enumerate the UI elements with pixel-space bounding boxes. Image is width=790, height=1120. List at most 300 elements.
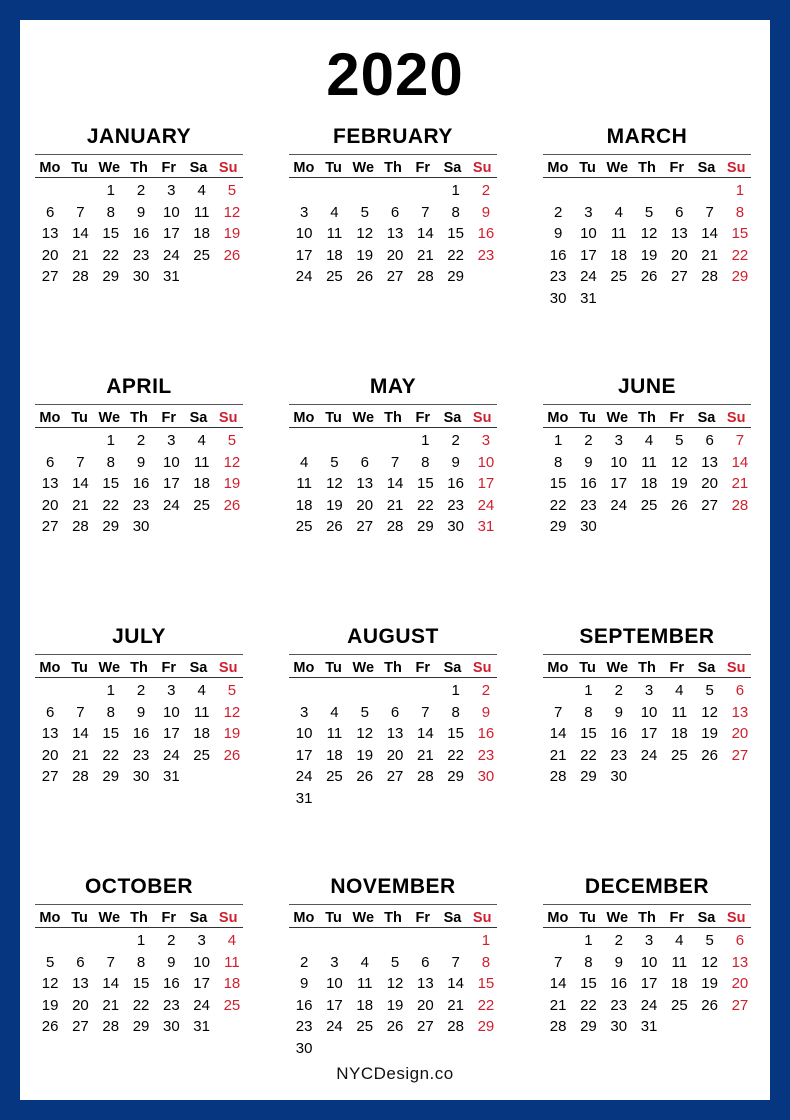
weekday-label: Tu	[325, 660, 342, 676]
day-cell: 28	[701, 268, 718, 286]
day-cell: 20	[731, 975, 749, 993]
day-cell: 11	[671, 953, 688, 971]
day-cell: 27	[41, 268, 59, 286]
day-cell: 12	[640, 225, 658, 243]
weekday-label: Mo	[547, 160, 569, 176]
day-cell: 22	[731, 246, 749, 264]
weekday-label: Su	[218, 660, 238, 676]
day-cell: 8	[451, 703, 460, 721]
day-cell: 16	[132, 725, 150, 743]
day-cell: 4	[227, 932, 237, 949]
day-cell: 7	[553, 703, 563, 721]
month-name: MARCH	[606, 125, 688, 148]
day-cell: 1	[451, 682, 460, 699]
day-cell: 9	[136, 453, 146, 471]
calendar-page	[20, 20, 770, 1100]
day-cell: 17	[477, 475, 495, 493]
day-cell: 11	[610, 225, 627, 243]
day-cell: 21	[447, 996, 464, 1014]
day-cell: 9	[481, 703, 491, 721]
day-cell: 4	[644, 432, 654, 449]
day-cell: 20	[41, 746, 59, 764]
day-cell: 19	[640, 246, 658, 264]
day-cell: 4	[197, 182, 206, 199]
day-cell: 17	[295, 746, 313, 764]
day-cell: 21	[72, 746, 89, 764]
day-cell: 16	[447, 475, 464, 493]
day-cell: 13	[670, 225, 688, 243]
day-cell: 18	[610, 246, 628, 264]
day-cell: 19	[41, 996, 59, 1014]
month-january	[35, 120, 243, 288]
weekday-label: Su	[726, 160, 746, 176]
weekday-label: Mo	[293, 410, 315, 426]
day-cell: 4	[360, 953, 369, 971]
day-cell: 2	[584, 432, 593, 449]
day-cell: 18	[326, 246, 343, 264]
day-cell: 1	[451, 182, 460, 199]
day-cell: 20	[416, 996, 434, 1014]
day-cell: 16	[610, 725, 628, 743]
day-cell: 30	[610, 1018, 628, 1036]
day-cell: 11	[296, 475, 312, 493]
day-cell: 17	[610, 475, 628, 493]
day-cell: 11	[356, 975, 373, 993]
month-name: JULY	[112, 625, 166, 648]
weekday-label: Fr	[415, 660, 430, 676]
weekday-label: Tu	[579, 410, 596, 426]
day-cell: 30	[132, 518, 150, 536]
day-cell: 7	[76, 453, 85, 471]
empty-cell	[440, 930, 470, 952]
weekday-label: We	[606, 160, 629, 176]
day-cell: 10	[162, 453, 180, 471]
days-grid	[289, 178, 497, 288]
weekday-label: Fr	[669, 910, 684, 926]
day-cell: 15	[102, 225, 120, 243]
day-cell: 13	[731, 703, 749, 721]
day-cell: 2	[136, 682, 146, 699]
days-grid	[35, 928, 243, 1038]
day-cell: 22	[102, 746, 120, 764]
day-cell: 17	[162, 725, 180, 743]
month-april	[35, 370, 243, 538]
day-cell: 7	[76, 703, 85, 721]
weekday-label: Su	[726, 910, 746, 926]
weekday-label: Th	[384, 410, 402, 426]
day-cell: 14	[386, 475, 404, 493]
day-cell: 27	[41, 518, 59, 536]
day-cell: 21	[102, 996, 120, 1014]
day-cell: 29	[102, 268, 120, 286]
weekday-label: Su	[726, 410, 746, 426]
day-cell: 6	[360, 453, 369, 471]
day-cell: 20	[41, 246, 59, 264]
day-cell: 15	[477, 975, 495, 993]
empty-cell	[694, 180, 724, 202]
day-cell: 22	[477, 996, 495, 1014]
weekday-label: Sa	[189, 160, 208, 176]
day-cell: 17	[295, 246, 313, 264]
day-cell: 3	[299, 703, 309, 721]
day-cell: 22	[447, 746, 464, 764]
weekday-label: Tu	[579, 160, 596, 176]
weekday-label: Tu	[579, 660, 596, 676]
day-cell: 8	[584, 703, 593, 721]
day-cell: 16	[549, 246, 567, 264]
day-cell: 2	[614, 682, 623, 699]
days-grid	[35, 428, 243, 538]
day-cell: 8	[481, 953, 491, 971]
day-cell: 25	[610, 268, 628, 286]
day-cell: 22	[549, 496, 567, 514]
weekday-label: We	[98, 410, 121, 426]
weekday-label: Mo	[547, 410, 569, 426]
day-cell: 8	[136, 953, 146, 971]
day-cell: 12	[41, 975, 59, 993]
day-cell: 11	[641, 453, 657, 471]
day-cell: 9	[136, 703, 146, 721]
day-cell: 21	[386, 496, 404, 514]
day-cell: 3	[197, 932, 206, 949]
day-cell: 12	[223, 453, 241, 471]
day-cell: 21	[549, 996, 567, 1014]
weekday-label: Sa	[443, 660, 462, 676]
day-cell: 15	[580, 975, 597, 993]
weekday-label: Tu	[579, 910, 596, 926]
empty-cell	[289, 680, 319, 702]
day-cell: 10	[295, 225, 313, 243]
day-cell: 9	[614, 953, 623, 971]
month-name: JANUARY	[86, 125, 192, 148]
empty-cell	[350, 180, 380, 202]
day-cell: 17	[162, 225, 180, 243]
day-cell: 26	[326, 518, 343, 536]
day-cell: 20	[731, 725, 749, 743]
day-cell: 10	[295, 725, 313, 743]
day-cell: 28	[102, 1018, 120, 1036]
day-cell: 29	[102, 768, 120, 786]
empty-cell	[410, 180, 440, 202]
day-cell: 1	[136, 932, 146, 949]
weekday-label: Su	[218, 910, 238, 926]
day-cell: 18	[223, 975, 241, 993]
day-cell: 16	[132, 225, 150, 243]
day-cell: 25	[193, 246, 210, 264]
day-cell: 26	[223, 496, 241, 514]
month-name: JUNE	[617, 375, 677, 398]
empty-cell	[380, 180, 410, 202]
weekday-label: Tu	[71, 160, 88, 176]
day-cell: 17	[193, 975, 210, 993]
day-cell: 24	[640, 746, 658, 764]
weekday-header	[289, 905, 497, 927]
day-cell: 23	[610, 996, 628, 1014]
day-cell: 30	[295, 1039, 313, 1057]
day-cell: 13	[701, 453, 718, 471]
day-cell: 19	[670, 475, 688, 493]
days-grid	[35, 178, 243, 288]
day-cell: 18	[295, 496, 313, 514]
day-cell: 4	[197, 682, 206, 699]
weekday-label: Fr	[669, 410, 684, 426]
day-cell: 6	[45, 703, 55, 721]
day-cell: 4	[330, 703, 339, 721]
day-cell: 28	[386, 518, 404, 536]
empty-cell	[380, 430, 410, 452]
day-cell: 9	[167, 953, 176, 971]
weekday-label: Fr	[415, 910, 430, 926]
day-cell: 11	[224, 953, 240, 971]
day-cell: 28	[549, 768, 567, 786]
day-cell: 21	[549, 746, 567, 764]
day-cell: 2	[614, 932, 623, 949]
weekday-label: We	[606, 910, 629, 926]
month-name: AUGUST	[347, 625, 439, 648]
day-cell: 11	[193, 453, 210, 471]
weekday-label: Fr	[161, 160, 176, 176]
day-cell: 21	[416, 746, 434, 764]
day-cell: 18	[670, 725, 688, 743]
day-cell: 6	[45, 453, 55, 471]
empty-cell	[543, 680, 573, 702]
day-cell: 15	[549, 475, 567, 493]
weekday-label: Sa	[697, 160, 716, 176]
day-cell: 12	[223, 703, 241, 721]
weekday-label: Th	[638, 160, 656, 176]
empty-cell	[543, 930, 573, 952]
empty-cell	[35, 680, 65, 702]
weekday-label: We	[352, 660, 375, 676]
day-cell: 19	[356, 246, 374, 264]
day-cell: 10	[162, 703, 180, 721]
weekday-label: Th	[130, 910, 148, 926]
day-cell: 13	[356, 475, 374, 493]
day-cell: 5	[705, 682, 714, 699]
weekday-header	[35, 905, 243, 927]
day-cell: 13	[386, 725, 404, 743]
weekday-label: Fr	[415, 160, 430, 176]
day-cell: 3	[584, 203, 593, 221]
weekday-label: Th	[638, 910, 656, 926]
day-cell: 25	[670, 996, 688, 1014]
weekday-label: Su	[472, 410, 492, 426]
day-cell: 28	[731, 496, 749, 514]
day-cell: 27	[731, 996, 749, 1014]
day-cell: 16	[477, 225, 495, 243]
day-cell: 19	[701, 725, 718, 743]
day-cell: 5	[360, 703, 369, 721]
month-october	[35, 870, 243, 1038]
day-cell: 1	[106, 182, 115, 199]
day-cell: 12	[223, 203, 241, 221]
weekday-header	[289, 155, 497, 177]
day-cell: 23	[610, 746, 628, 764]
day-cell: 19	[386, 996, 404, 1014]
day-cell: 28	[416, 268, 434, 286]
day-cell: 26	[701, 746, 718, 764]
day-cell: 17	[326, 996, 343, 1014]
weekday-label: Su	[472, 660, 492, 676]
day-cell: 11	[671, 703, 688, 721]
day-cell: 19	[326, 496, 343, 514]
day-cell: 27	[701, 496, 718, 514]
day-cell: 30	[549, 289, 567, 307]
day-cell: 17	[640, 975, 658, 993]
day-cell: 22	[416, 496, 434, 514]
footer-credit: NYCDesign.co	[336, 1064, 454, 1083]
weekday-label: Sa	[189, 410, 208, 426]
day-cell: 17	[162, 475, 180, 493]
day-cell: 6	[675, 203, 684, 221]
empty-cell	[350, 930, 380, 952]
day-cell: 21	[701, 246, 718, 264]
day-cell: 9	[614, 703, 623, 721]
month-june	[543, 370, 751, 538]
month-name: NOVEMBER	[330, 875, 456, 898]
day-cell: 14	[447, 975, 464, 993]
weekday-header	[543, 405, 751, 427]
empty-cell	[410, 680, 440, 702]
day-cell: 10	[580, 225, 597, 243]
day-cell: 7	[553, 953, 563, 971]
weekday-label: Sa	[697, 910, 716, 926]
day-cell: 7	[421, 703, 430, 721]
day-cell: 5	[45, 953, 55, 971]
weekday-label: Fr	[161, 410, 176, 426]
weekday-label: Fr	[669, 160, 684, 176]
day-cell: 26	[356, 768, 374, 786]
weekday-label: Th	[638, 660, 656, 676]
day-cell: 23	[447, 496, 464, 514]
day-cell: 22	[102, 496, 120, 514]
day-cell: 5	[360, 203, 369, 221]
weekday-label: Mo	[293, 910, 315, 926]
day-cell: 8	[584, 953, 593, 971]
day-cell: 17	[580, 246, 597, 264]
day-cell: 27	[731, 746, 749, 764]
weekday-label: Mo	[547, 660, 569, 676]
day-cell: 5	[227, 432, 237, 449]
weekday-label: Th	[384, 660, 402, 676]
weekday-label: Mo	[293, 160, 315, 176]
day-cell: 5	[390, 953, 400, 971]
day-cell: 2	[451, 432, 460, 449]
day-cell: 7	[76, 203, 85, 221]
day-cell: 12	[356, 225, 374, 243]
day-cell: 21	[72, 496, 89, 514]
day-cell: 5	[227, 682, 237, 699]
weekday-label: Mo	[293, 660, 315, 676]
day-cell: 20	[386, 246, 404, 264]
day-cell: 6	[421, 953, 430, 971]
day-cell: 28	[447, 1018, 464, 1036]
empty-cell	[65, 180, 95, 202]
day-cell: 28	[72, 268, 89, 286]
weekday-label: Th	[130, 660, 148, 676]
day-cell: 18	[326, 746, 343, 764]
days-grid	[543, 178, 751, 310]
day-cell: 12	[326, 475, 343, 493]
days-grid	[289, 428, 497, 538]
empty-cell	[65, 680, 95, 702]
day-cell: 8	[451, 203, 460, 221]
day-cell: 6	[390, 203, 400, 221]
weekday-label: Tu	[71, 660, 88, 676]
days-grid	[289, 678, 497, 810]
day-cell: 14	[731, 453, 749, 471]
day-cell: 31	[640, 1018, 658, 1036]
day-cell: 30	[477, 768, 495, 786]
day-cell: 12	[701, 703, 718, 721]
day-cell: 24	[640, 996, 658, 1014]
day-cell: 27	[416, 1018, 434, 1036]
day-cell: 8	[106, 453, 115, 471]
day-cell: 6	[735, 682, 745, 699]
day-cell: 13	[41, 225, 59, 243]
day-cell: 26	[41, 1018, 59, 1036]
day-cell: 9	[136, 203, 146, 221]
weekday-label: Th	[130, 160, 148, 176]
day-cell: 3	[167, 432, 176, 449]
day-cell: 30	[580, 518, 597, 536]
day-cell: 14	[416, 225, 434, 243]
day-cell: 28	[72, 768, 89, 786]
weekday-label: Th	[384, 160, 402, 176]
day-cell: 5	[227, 182, 237, 199]
empty-cell	[65, 430, 95, 452]
weekday-header	[543, 905, 751, 927]
weekday-label: Mo	[547, 910, 569, 926]
day-cell: 26	[223, 246, 241, 264]
month-march	[543, 120, 751, 310]
day-cell: 2	[299, 953, 309, 971]
day-cell: 14	[549, 975, 567, 993]
day-cell: 4	[197, 432, 206, 449]
day-cell: 7	[705, 203, 714, 221]
day-cell: 6	[390, 703, 400, 721]
day-cell: 16	[477, 725, 495, 743]
day-cell: 22	[580, 996, 597, 1014]
day-cell: 10	[477, 453, 495, 471]
day-cell: 26	[223, 746, 241, 764]
weekday-header	[35, 405, 243, 427]
day-cell: 18	[193, 725, 210, 743]
weekday-label: Sa	[443, 410, 462, 426]
day-cell: 23	[477, 746, 495, 764]
day-cell: 15	[447, 225, 464, 243]
empty-cell	[634, 180, 664, 202]
day-cell: 28	[72, 518, 89, 536]
day-cell: 2	[481, 182, 491, 199]
empty-cell	[289, 930, 319, 952]
day-cell: 15	[580, 725, 597, 743]
day-cell: 22	[447, 246, 464, 264]
day-cell: 9	[299, 975, 309, 993]
day-cell: 10	[610, 453, 628, 471]
empty-cell	[350, 680, 380, 702]
day-cell: 2	[167, 932, 176, 949]
days-grid	[289, 928, 497, 1060]
month-name: OCTOBER	[84, 875, 194, 898]
day-cell: 25	[326, 768, 343, 786]
day-cell: 5	[644, 203, 654, 221]
weekday-header	[35, 155, 243, 177]
day-cell: 14	[102, 975, 120, 993]
empty-cell	[380, 930, 410, 952]
day-cell: 29	[731, 268, 749, 286]
weekday-label: We	[352, 160, 375, 176]
